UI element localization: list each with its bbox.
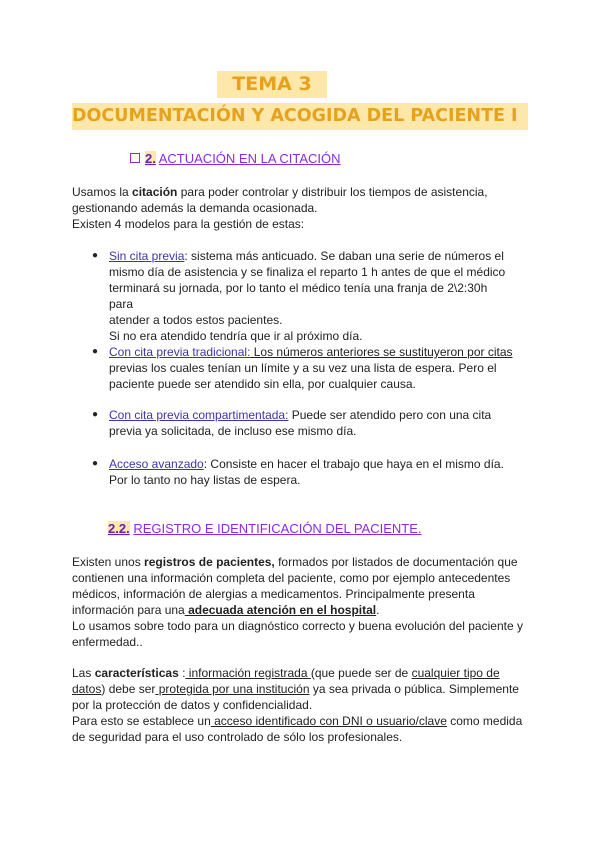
tema-title: TEMA 3 [217,71,327,98]
section-heading-text: ACTUACIÓN EN LA CITACIÓN [158,151,341,166]
bold-term: citación [132,185,178,199]
section-heading-registro [108,521,422,536]
checkbox-icon[interactable] [130,153,140,163]
registro-paragraph: Existen unos registros de pacientes, formados por listados de documentación que contienen una información completa del paciente, como por ejemplo antecedentes médicos, información de alergias a medicamentos. Principalmente presenta información para una adecuada atención en el hospital. Lo usamos sobre todo para un diagnóstico correcto y buena evolución del paciente y enfermedad.. [72,555,523,649]
bullet-icon: ● [92,346,99,357]
link-term[interactable]: Sin cita previa [109,249,185,263]
section-number: 2. [145,151,156,166]
section-number: 2.2. [108,521,130,536]
link-term[interactable]: Con cita previa tradicional: [109,345,251,359]
caracteristicas-paragraph: Las características : información registrada (que puede ser de cualquier tipo de datos) debe ser protegida por una institución ya sea privada o pública. Simplemente por la protección de datos y confidencialidad. Para esto se establece un acceso identificado con DNI o usuario/clave como medida de seguridad para el uso controlado de sólo los profesionales. [72,666,523,744]
list-item: ● Con cita previa tradicional: Los números anteriores se sustituyeron por citas previas los cuales tenían un límite y a su vez una lista de espera. Pero el paciente puede ser atendido sin ella, por cualquier causa. [92,345,513,391]
bullet-icon: ● [92,250,99,261]
section-heading-text: REGISTRO E IDENTIFICACIÓN DEL PACIENTE. [133,521,422,536]
link-term[interactable]: Con cita previa compartimentada: [109,408,289,422]
bullet-icon: ● [92,458,99,469]
document-title: DOCUMENTACIÓN Y ACOGIDA DEL PACIENTE I [72,103,528,130]
list-item: ● Acceso avanzado: Consiste en hacer el trabajo que haya en el mismo día. Por lo tanto no hay listas de espera. [92,457,504,487]
list-item: ● Con cita previa compartimentada: Puede ser atendido pero con una cita previa ya solicitada, de incluso ese mismo día. [92,408,492,438]
link-term[interactable]: Acceso avanzado [109,457,204,471]
intro-paragraph: Usamos la citación para poder controlar y distribuir los tiempos de asistencia, gestionando además la demanda ocasionada. Existen 4 modelos para la gestión de estas: [72,185,488,231]
section-heading-citacion [130,151,341,166]
list-item: ● Sin cita previa: sistema más anticuado. Se daban una serie de números el mismo día de asistencia y se finaliza el reparto 1 h antes de que el médico terminará su jornada, por lo tanto el médico tenía una franja de 2\2:30h para atender a todos estos pacientes. Si no era atendido tendría que ir al próximo día. [92,249,506,343]
bullet-icon: ● [92,409,99,420]
